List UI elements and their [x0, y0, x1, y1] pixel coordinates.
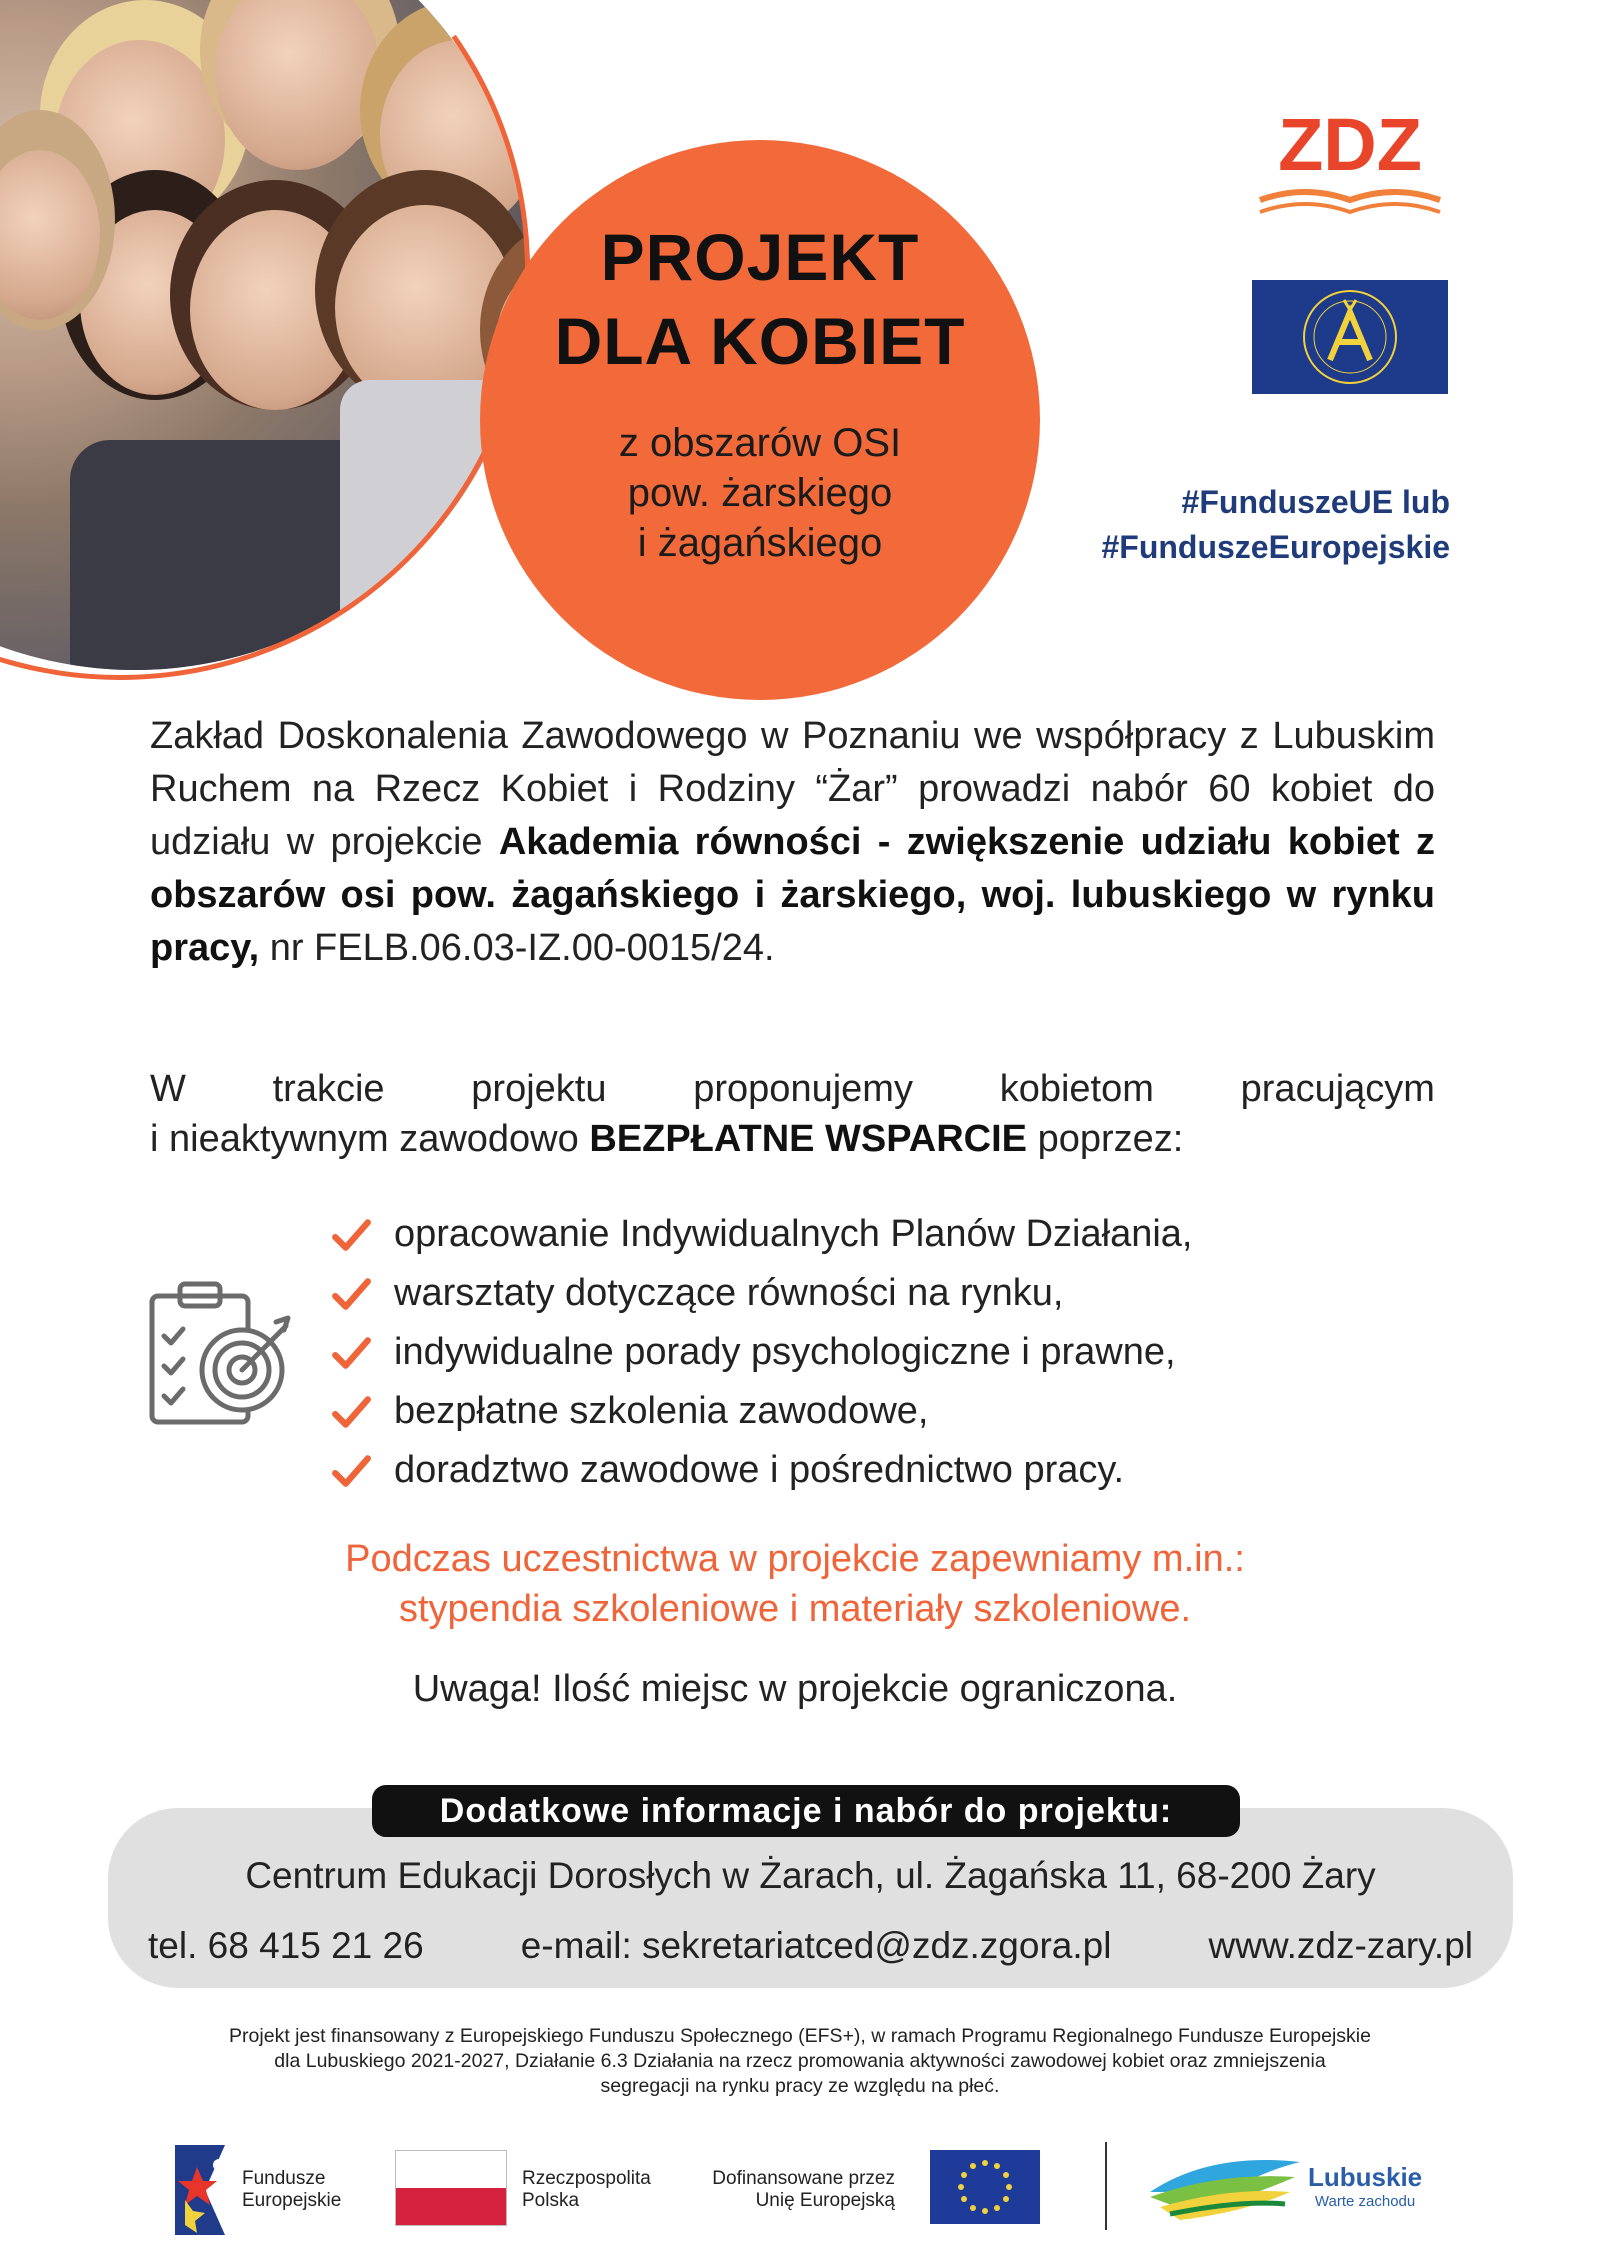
contact-row	[148, 1925, 1473, 1967]
fundusze-europejskie-logo	[175, 2145, 235, 2235]
lubuskie-label: Lubuskie Warte zachodu	[1308, 2162, 1423, 2210]
rzeczpospolita-polska-label: Rzeczpospolita Polska	[522, 2168, 651, 2211]
zar-logo	[1252, 280, 1448, 394]
phone-number[interactable]: tel. 68 415 21 26	[148, 1925, 424, 1966]
financing-note: Projekt jest finansowany z Europejskiego Funduszu Społecznego (EFS+), w ramach Programu Regionalnego Fundusze Europejskie dla Lubuskiego 2021-2027, Działanie 6.3 Działania na rzecz promowania aktywności zawodowej kobiet oraz zmniejszenia segregacji na rynku pracy ze względu na płeć.	[229, 2025, 1371, 2097]
list-item: doradztwo zawodowe i pośrednictwo pracy.	[330, 1441, 1430, 1500]
email-link[interactable]: e-mail: sekretariatced@zdz.zgora.pl	[520, 1925, 1112, 1966]
zdz-logo-text: ZDZ	[1278, 103, 1422, 186]
address: Centrum Edukacji Dorosłych w Żarach, ul. Żagańska 11, 68-200 Żary	[245, 1855, 1376, 1896]
list-item: warsztaty dotyczące równości na rynku,	[330, 1264, 1430, 1323]
list-item: opracowanie Indywidualnych Planów Działania,	[330, 1205, 1430, 1264]
hashtags: #FunduszeUE lub #FunduszeEuropejskie	[1101, 484, 1450, 565]
page-subtitle: z obszarów OSI pow. żarskiego i żagańskiego	[618, 421, 902, 565]
benefits-list	[330, 1205, 1430, 1500]
eu-flag-icon	[930, 2150, 1040, 2224]
page-title: PROJEKT DLA KOBIET	[554, 220, 966, 378]
clipboard-target-icon	[146, 1278, 296, 1428]
intro-paragraph	[150, 710, 1435, 975]
fundusze-europejskie-label: Fundusze Europejskie	[242, 2168, 342, 2211]
logo-divider	[1105, 2142, 1107, 2230]
scholarship-highlight: Podczas uczestnictwa w projekcie zapewniamy m.in.: stypendia szkoleniowe i materiały szkoleniowe.	[345, 1538, 1245, 1630]
list-item: bezpłatne szkolenia zawodowe,	[330, 1382, 1430, 1441]
support-paragraph: W trakcie projektu proponujemy kobietom pracującym i nieaktywnym zawodowo BEZPŁATNE WSPARCIE poprzez:	[150, 1068, 1435, 1160]
lubuskie-logo	[1150, 2152, 1300, 2222]
website-link[interactable]: www.zdz-zary.pl	[1208, 1925, 1473, 1966]
project-number: nr FELB.06.03-IZ.00-0015/24.	[259, 927, 775, 969]
limited-places-notice: Uwaga! Ilość miejsc w projekcie ograniczona.	[412, 1668, 1178, 1710]
check-icon	[330, 1450, 372, 1492]
zdz-logo	[1255, 100, 1445, 220]
check-icon	[330, 1391, 372, 1433]
check-icon	[330, 1332, 372, 1374]
project-name: Akademia równości - zwiększenie udziału kobiet z obszarów osi pow. żagańskiego i żarskiego, woj. lubuskiego w rynku pracy,	[150, 821, 1435, 969]
list-item: indywidualne porady psychologiczne i prawne,	[330, 1323, 1430, 1382]
contact-info-header: Dodatkowe informacje i nabór do projektu:	[372, 1785, 1240, 1837]
polish-flag-icon	[395, 2150, 507, 2226]
check-icon	[330, 1214, 372, 1256]
eu-cofinancing-label: Dofinansowane przez Unię Europejską	[712, 2168, 895, 2211]
check-icon	[330, 1273, 372, 1315]
funding-logos-bar	[150, 2140, 1480, 2240]
intro-text: Zakład Doskonalenia Zawodowego w Poznaniu we współpracy z Lubuskim Ruchem na Rzecz Kobiet i Rodziny “Żar” prowadzi nabór 60 kobiet do udziału w projekcie	[150, 715, 1435, 863]
